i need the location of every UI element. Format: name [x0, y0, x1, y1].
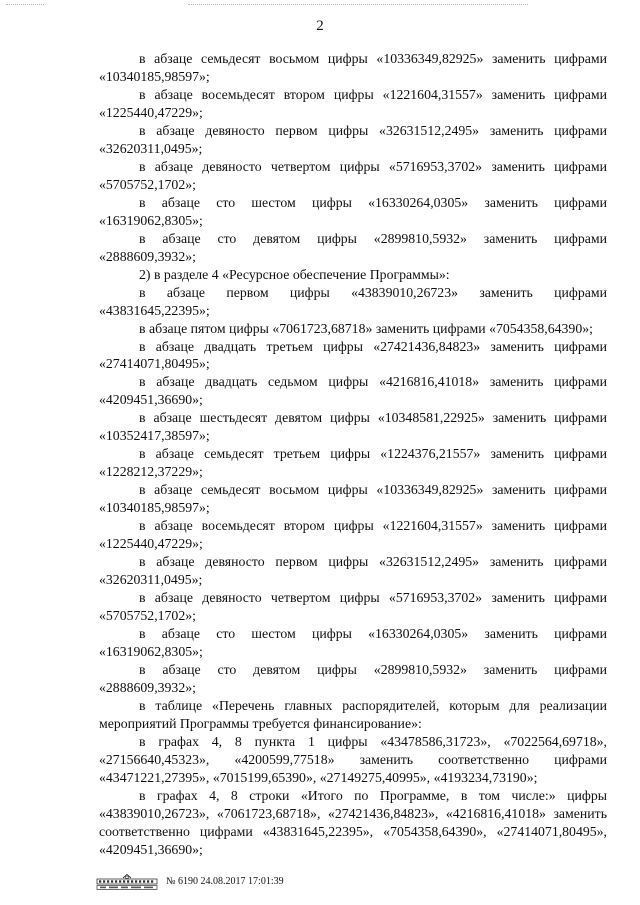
paragraph: в абзаце восемьдесят втором цифры «1221604,31557» заменить цифрами «1225440,47229»; — [99, 86, 607, 120]
paragraph: в абзаце сто девятом цифры «2899810,5932» заменить цифрами «2888609,3932»; — [99, 661, 607, 695]
registration-stamp: № 6190 24.08.2017 17:01:39 — [166, 876, 284, 887]
paragraph: в абзаце семьдесят восьмом цифры «10336349,82925» заменить цифрами «10340185,98597»; — [99, 51, 607, 84]
paragraph: в абзаце сто девятом цифры «2899810,5932» заменить цифрами «2888609,3932»; — [99, 230, 607, 264]
paragraph: в графах 4, 8 пункта 1 цифры «43478586,31723», «7022564,69718», «27156640,45323», «4200599,77518» заменить соответственно цифрами «43471221,27395», «7015199,65390», «27149275,40995», «4193234,73190»; — [99, 733, 607, 785]
paragraph: в таблице «Перечень главных распорядителей, которым для реализации мероприятий Программы требуется финансирование»: — [99, 697, 607, 731]
document-registry-logo — [96, 873, 158, 891]
paragraph: в абзаце сто шестом цифры «16330264,0305» заменить цифрами «16319062,8305»; — [99, 194, 607, 228]
paragraph: в абзаце первом цифры «43839010,26723» заменить цифрами «43831645,22395»; — [99, 284, 607, 318]
scan-edge-mark — [188, 4, 528, 6]
paragraph: в абзаце девяносто первом цифры «32631512,2495» заменить цифрами «32620311,0495»; — [99, 122, 607, 156]
paragraph: в абзаце сто шестом цифры «16330264,0305» заменить цифрами «16319062,8305»; — [99, 626, 607, 659]
scan-edge-mark — [6, 4, 44, 6]
paragraph: в графах 4, 8 строки «Итого по Программе, в том числе:» цифры «43839010,26723», «7061723,68718», «27421436,84823», «4216816,41018» заменить соответственно цифрами «43831645,22395», «7054358,64390», «27414071,80495», «4209451,36690»; — [99, 787, 607, 857]
section-heading: 2) в разделе 4 «Ресурсное обеспечение Программы»: — [139, 266, 450, 282]
paragraph: в абзаце девяносто четвертом цифры «5716953,3702» заменить цифрами «5705752,1702»; — [99, 158, 607, 192]
paragraph: в абзаце шестьдесят девятом цифры «10348581,22925» заменить цифрами «10352417,38597»; — [99, 410, 607, 444]
paragraph: в абзаце семьдесят восьмом цифры «10336349,82925» заменить цифрами «10340185,98597»; — [99, 482, 607, 516]
document-footer — [96, 873, 416, 893]
paragraph: в абзаце семьдесят третьем цифры «1224376,21557» заменить цифрами «1228212,37229»; — [99, 446, 607, 480]
paragraph: в абзаце восемьдесят втором цифры «1221604,31557» заменить цифрами «1225440,47229»; — [99, 518, 607, 552]
document-body — [99, 50, 607, 859]
paragraph: в абзаце девяносто первом цифры «32631512,2495» заменить цифрами «32620311,0495»; — [99, 554, 607, 588]
paragraph: в абзаце девяносто четвертом цифры «5716953,3702» заменить цифрами «5705752,1702»; — [99, 590, 607, 624]
paragraph: в абзаце пятом цифры «7061723,68718» заменить цифрами «7054358,64390»; — [139, 320, 593, 336]
page-number: 2 — [316, 18, 324, 34]
paragraph: в абзаце двадцать седьмом цифры «4216816,41018» заменить цифрами «4209451,36690»; — [99, 374, 607, 408]
paragraph: в абзаце двадцать третьем цифры «27421436,84823» заменить цифрами «27414071,80495»; — [99, 338, 607, 372]
